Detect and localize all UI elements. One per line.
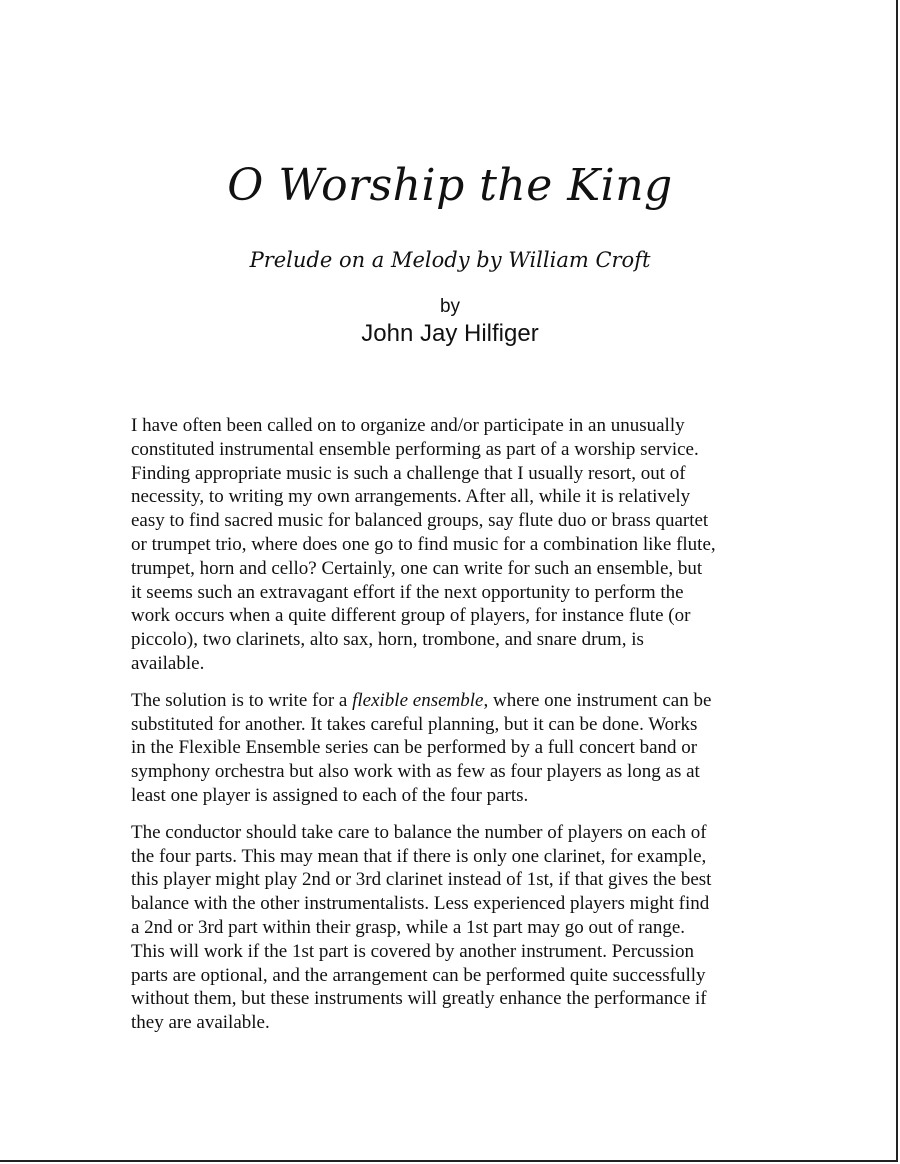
text-line: Finding appropriate music is such a challenge that I usually resort, out of — [131, 462, 686, 484]
text-line: work occurs when a quite different group of players, for instance flute (or — [131, 605, 691, 627]
text-line: or trumpet trio, where does one go to find music for a combination like flute, — [131, 533, 716, 555]
text-line: symphony orchestra but also work with as few as four players as long as at — [131, 761, 700, 783]
text-line — [131, 689, 781, 713]
paragraph-1 — [131, 414, 781, 676]
document-title: O Worship the King — [227, 160, 673, 211]
text-line: piccolo), two clarinets, alto sax, horn, trombone, and snare drum, is — [131, 629, 644, 651]
author-name: John Jay Hilfiger — [361, 320, 539, 347]
text-line: parts are optional, and the arrangement can be performed quite successfully — [131, 964, 706, 986]
paragraph-3 — [131, 821, 781, 1035]
text-line: in the Flexible Ensemble series can be performed by a full concert band or — [131, 737, 698, 759]
text-line: the four parts. This may mean that if there is only one clarinet, for example, — [131, 845, 707, 867]
text-line: substituted for another. It takes careful planning, but it can be done. Works — [131, 713, 698, 735]
text-line: The conductor should take care to balance the number of players on each of — [131, 821, 707, 843]
byline-label: by — [439, 296, 461, 317]
text-line: least one player is assigned to each of the four parts. — [131, 784, 529, 806]
emphasis-text: flexible ensemble — [352, 689, 484, 711]
text-line: This will work if the 1st part is covered by another instrument. Percussion — [131, 940, 695, 962]
text-line: necessity, to writing my own arrangements. After all, while it is relatively — [131, 486, 691, 508]
text-line: this player might play 2nd or 3rd clarinet instead of 1st, if that gives the best — [131, 869, 712, 891]
text-line: I have often been called on to organize and/or participate in an unusually — [131, 415, 685, 436]
text-line: constituted instrumental ensemble performing as part of a worship service. — [131, 438, 699, 460]
text-line: available. — [131, 652, 205, 674]
text-segment: , where one instrument can be — [483, 689, 712, 711]
text-segment: The solution is to write for a — [131, 689, 353, 711]
text-line: without them, but these instruments will greatly enhance the performance if — [131, 988, 707, 1010]
document-subtitle: Prelude on a Melody by William Croft — [249, 248, 651, 272]
text-line: easy to find sacred music for balanced groups, say flute duo or brass quartet — [131, 510, 709, 532]
text-line: it seems such an extravagant effort if the next opportunity to perform the — [131, 581, 684, 603]
text-line: balance with the other instrumentalists. Less experienced players might find — [131, 893, 710, 915]
text-line: trumpet, horn and cello? Certainly, one can write for such an ensemble, but — [131, 557, 703, 579]
text-line: a 2nd or 3rd part within their grasp, while a 1st part may go out of range. — [131, 916, 686, 938]
paragraph-2 — [131, 689, 781, 808]
text-line: they are available. — [131, 1012, 270, 1034]
document-body — [131, 414, 781, 1048]
